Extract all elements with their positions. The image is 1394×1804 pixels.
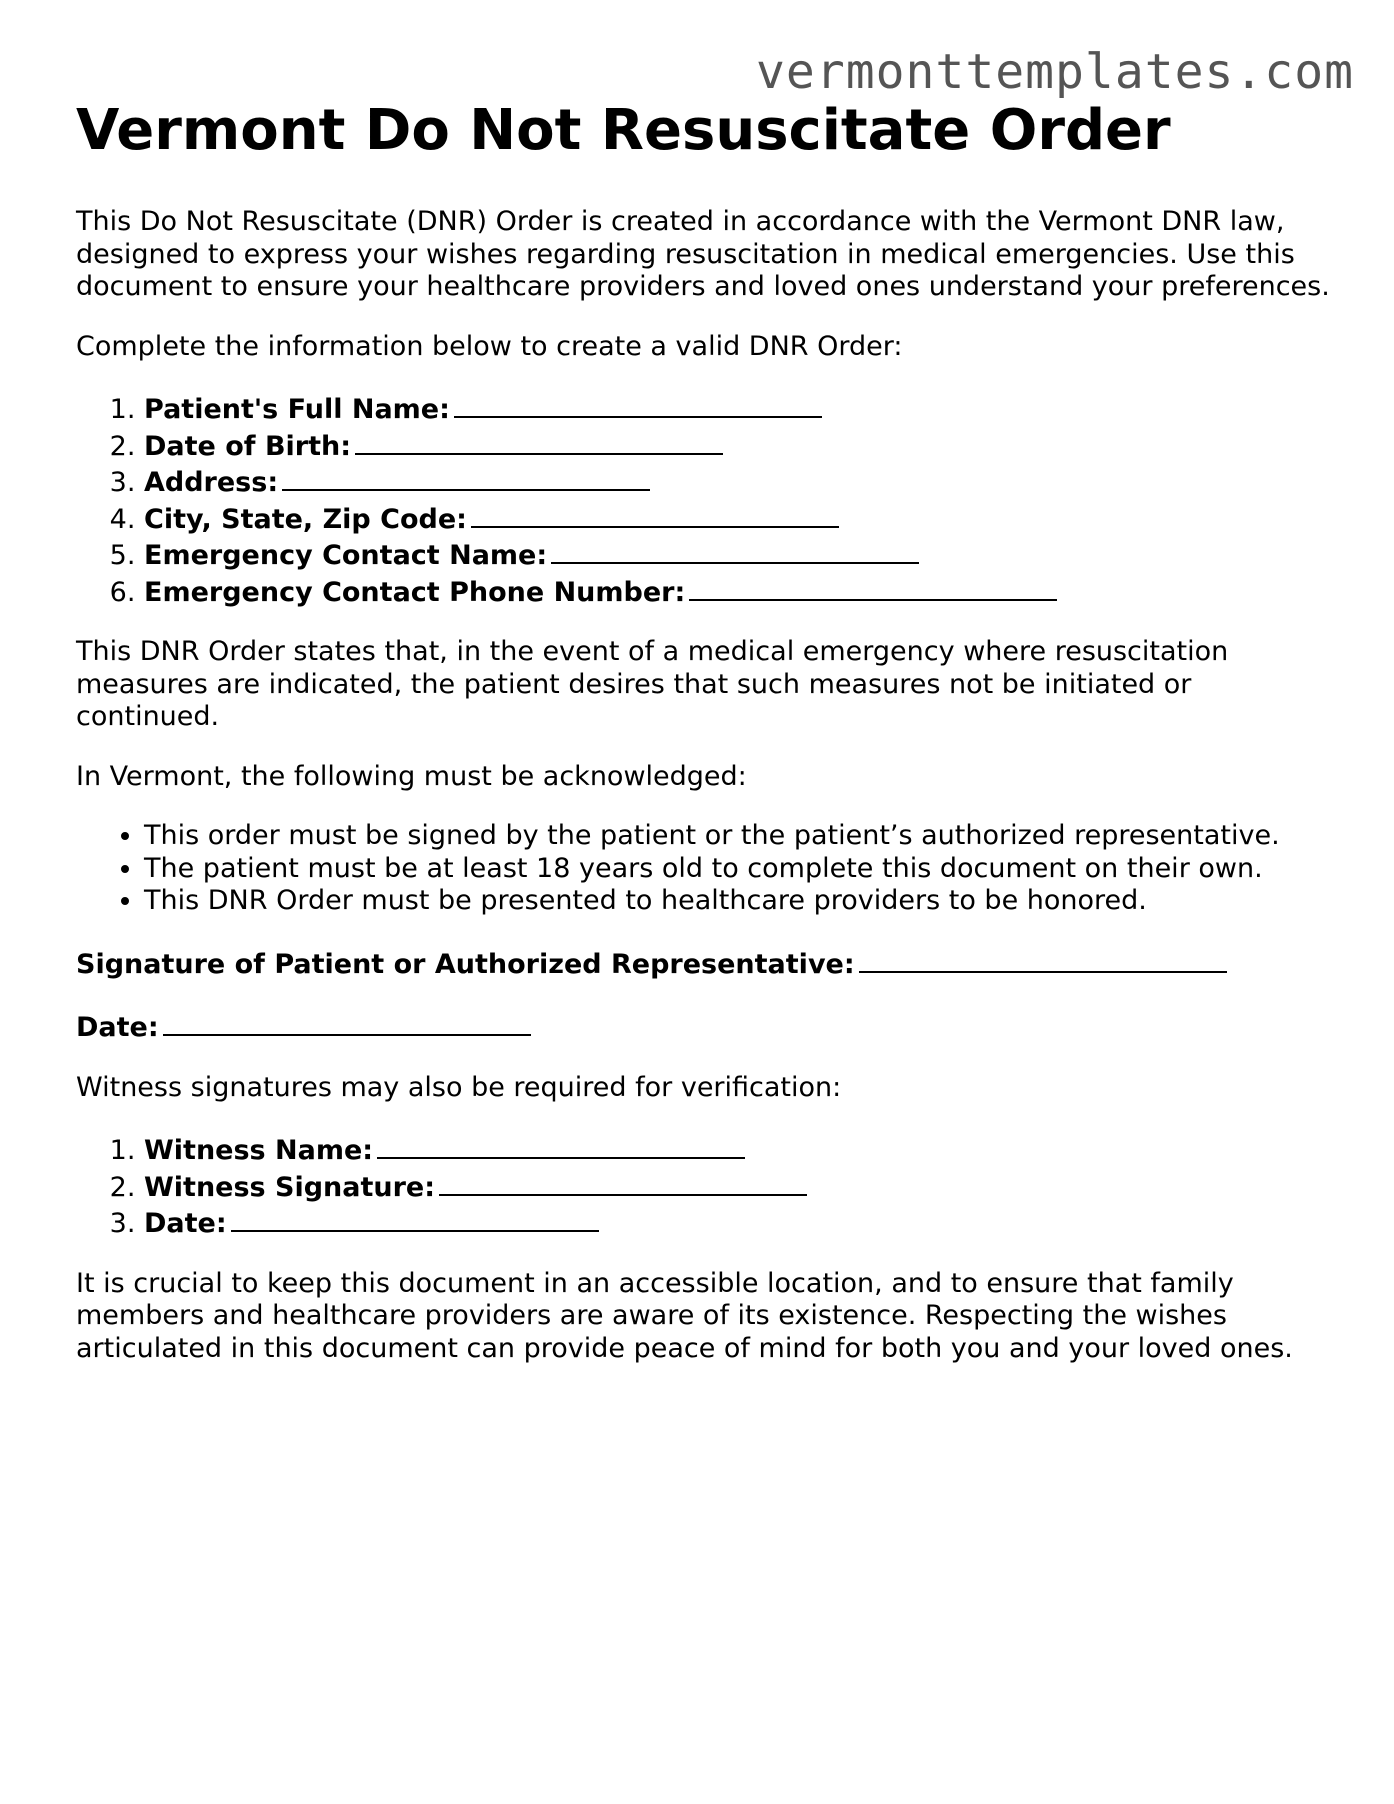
date-blank[interactable] (163, 1008, 531, 1036)
complete-prompt: Complete the information below to create a valid DNR Order: (76, 330, 903, 362)
field-label: Emergency Contact Phone Number: (144, 576, 686, 608)
address-item (144, 463, 1336, 500)
field-label: Address: (144, 467, 279, 498)
intro-paragraph: This Do Not Resuscitate (DNR) Order is created in accordance with the Vermont DNR law, designed to express your wishes regarding resuscitation in medical emergencies. Use this document to ensure your healthcare providers and loved ones understand your preferences. (76, 206, 1330, 302)
closing-paragraph: It is crucial to keep this document in an accessible location, and to ensure that family members and healthcare providers are aware of its existence. Respecting the wishes articulated in this document can provide peace of mind for both you and your loved ones. (76, 1267, 1293, 1364)
witness-name-blank[interactable] (377, 1131, 745, 1159)
address-blank[interactable] (282, 463, 650, 491)
witness-signature-item (144, 1168, 1336, 1205)
document-body (76, 96, 1336, 1392)
field-label: Date: (144, 1208, 227, 1239)
emergency-contact-phone-blank[interactable] (689, 573, 1057, 601)
city-state-zip-blank[interactable] (471, 500, 839, 528)
witness-date-item (144, 1204, 1336, 1241)
field-label: Emergency Contact Name: (144, 540, 548, 571)
field-label: Date of Birth: (144, 430, 352, 462)
witness-prompt: Witness signatures may also be required for verification: (76, 1071, 842, 1103)
date-of-birth-item (144, 427, 1336, 464)
patient-full-name-blank[interactable] (454, 390, 822, 418)
page-title: Vermont Do Not Resuscitate Order (76, 98, 1171, 163)
emergency-contact-name-item (144, 536, 1336, 573)
witness-name-item (144, 1131, 1336, 1168)
witness-signature-blank[interactable] (439, 1168, 807, 1196)
field-label: City, State, Zip Code: (144, 503, 467, 535)
date-of-birth-blank[interactable] (355, 427, 723, 455)
signature-label: Signature of Patient or Authorized Representative: (76, 948, 855, 980)
acknowledgement-item: • This DNR Order must be presented to healthcare providers to be honored. (144, 885, 1336, 918)
acknowledge-prompt: In Vermont, the following must be acknowledged: (76, 760, 747, 792)
signature-blank[interactable] (859, 945, 1227, 973)
field-label: Witness Name: (144, 1135, 374, 1166)
city-state-zip-item (144, 500, 1336, 537)
emergency-contact-name-blank[interactable] (551, 536, 919, 564)
date-line (76, 1008, 1336, 1045)
signature-line (76, 945, 1336, 982)
witness-date-blank[interactable] (231, 1204, 599, 1232)
witness-fields-list (76, 1131, 1336, 1241)
patient-full-name-item (144, 390, 1336, 427)
acknowledgement-item: • The patient must be at least 18 years old to complete this document on their own. (144, 853, 1336, 886)
acknowledgement-item: • This order must be signed by the patient or the patient’s authorized representative. (144, 820, 1336, 853)
acknowledgements-list (76, 820, 1336, 918)
date-label: Date: (76, 1012, 159, 1043)
emergency-contact-phone-item (144, 573, 1336, 610)
field-label: Witness Signature: (144, 1171, 436, 1203)
patient-fields-list (76, 390, 1336, 609)
watermark: vermonttemplates.com (756, 44, 1354, 100)
dnr-statement: This DNR Order states that, in the event of a medical emergency where resuscitation measures are indicated, the patient desires that such measures not be initiated or continued. (76, 636, 1229, 732)
field-label: Patient's Full Name: (144, 394, 450, 425)
